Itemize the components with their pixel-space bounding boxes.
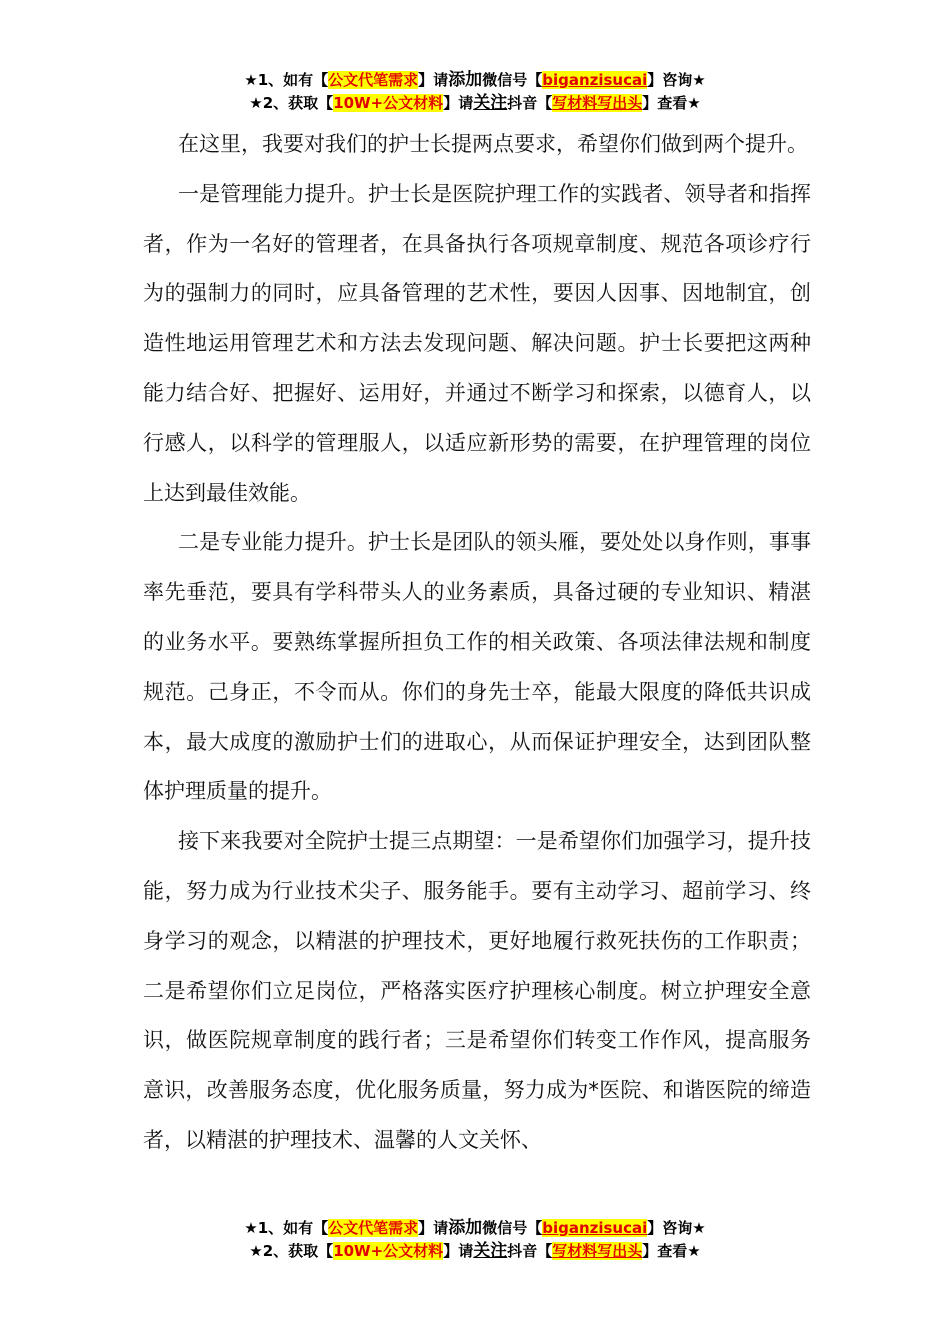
banner-douyin-account: 写材料写出头: [552, 94, 643, 112]
footer-highlight-materials: 10W+公文材料: [333, 1242, 444, 1260]
banner-line1-prefix: ★1、如有【: [244, 71, 329, 89]
footer-douyin-account: 写材料写出头: [552, 1242, 643, 1260]
footer-line2-prefix: ★2、获取【: [249, 1242, 334, 1260]
header-banner: [0, 69, 950, 115]
footer-line1-prefix: ★1、如有【: [244, 1219, 329, 1237]
banner-line1-suffix: 】咨询★: [647, 71, 706, 89]
banner-line2-suffix: 】查看★: [642, 94, 701, 112]
paragraph-management-ability: 一是管理能力提升。护士长是医院护理工作的实践者、领导者和指挥者，作为一名好的管理者，在具备执行各项规章制度、规范各项诊疗行为的强制力的同时，应具备管理的艺术性，要因人因事、因地制宜，创造性地运用管理艺术和方法去发现问题、解决问题。护士长要把这两种能力结合好、把握好、运用好，并通过不断学习和探索，以德育人，以行感人，以科学的管理服人，以适应新形势的需要，在护理管理的岗位上达到最佳效能。: [143, 181, 811, 505]
footer-line2-emphasis: 关注: [473, 1241, 508, 1261]
banner-line1-mid1: 】请: [418, 71, 449, 89]
banner-line2-emphasis: 关注: [473, 93, 508, 113]
document-body: [143, 120, 811, 1166]
footer-line1-mid2: 微信号【: [482, 1219, 543, 1237]
banner-line1-mid2: 微信号【: [482, 71, 543, 89]
footer-banner: [0, 1217, 950, 1263]
footer-line2-suffix: 】查看★: [642, 1242, 701, 1260]
paragraph-expectations: 接下来我要对全院护士提三点期望：一是希望你们加强学习，提升技能，努力成为行业技术尖子、服务能手。要有主动学习、超前学习、终身学习的观念，以精湛的护理技术，更好地履行救死扶伤的工作职责；二是希望你们立足岗位，严格落实医疗护理核心制度。树立护理安全意识，做医院规章制度的践行者；三是希望你们转变工作作风，提高服务意识，改善服务态度，优化服务质量，努力成为*医院、和谐医院的缔造者，以精湛的护理技术、温馨的人文关怀、: [143, 829, 811, 1152]
footer-line2-mid1: 】请: [443, 1242, 474, 1260]
banner-wechat-id: biganzisucai: [542, 71, 648, 89]
footer-line1-emphasis: 添加: [448, 1218, 483, 1238]
footer-highlight-writing-service: 公文代笔需求: [328, 1219, 419, 1237]
footer-banner-line-1: [0, 1217, 950, 1240]
banner-line2-mid1: 】请: [443, 94, 474, 112]
banner-highlight-writing-service: 公文代笔需求: [328, 71, 419, 89]
banner-line-1: [0, 69, 950, 92]
banner-highlight-materials: 10W+公文材料: [333, 94, 444, 112]
paragraph-intro: 在这里，我要对我们的护士长提两点要求，希望你们做到两个提升。: [178, 132, 808, 156]
banner-line2-prefix: ★2、获取【: [249, 94, 334, 112]
footer-line2-mid2: 抖音【: [507, 1242, 553, 1260]
banner-line-2: [0, 92, 950, 115]
banner-line2-mid2: 抖音【: [507, 94, 553, 112]
footer-banner-line-2: [0, 1240, 950, 1263]
footer-wechat-id: biganzisucai: [542, 1219, 648, 1237]
banner-line1-emphasis: 添加: [448, 70, 483, 90]
footer-line1-mid1: 】请: [418, 1219, 449, 1237]
footer-line1-suffix: 】咨询★: [647, 1219, 706, 1237]
paragraph-professional-ability: 二是专业能力提升。护士长是团队的领头雁，要处处以身作则，事事率先垂范，要具有学科带头人的业务素质，具备过硬的专业知识、精湛的业务水平。要熟练掌握所担负工作的相关政策、各项法律法规和制度规范。己身正，不令而从。你们的身先士卒，能最大限度的降低共识成本，最大成度的激励护士们的进取心，从而保证护理安全，达到团队整体护理质量的提升。: [143, 530, 811, 804]
